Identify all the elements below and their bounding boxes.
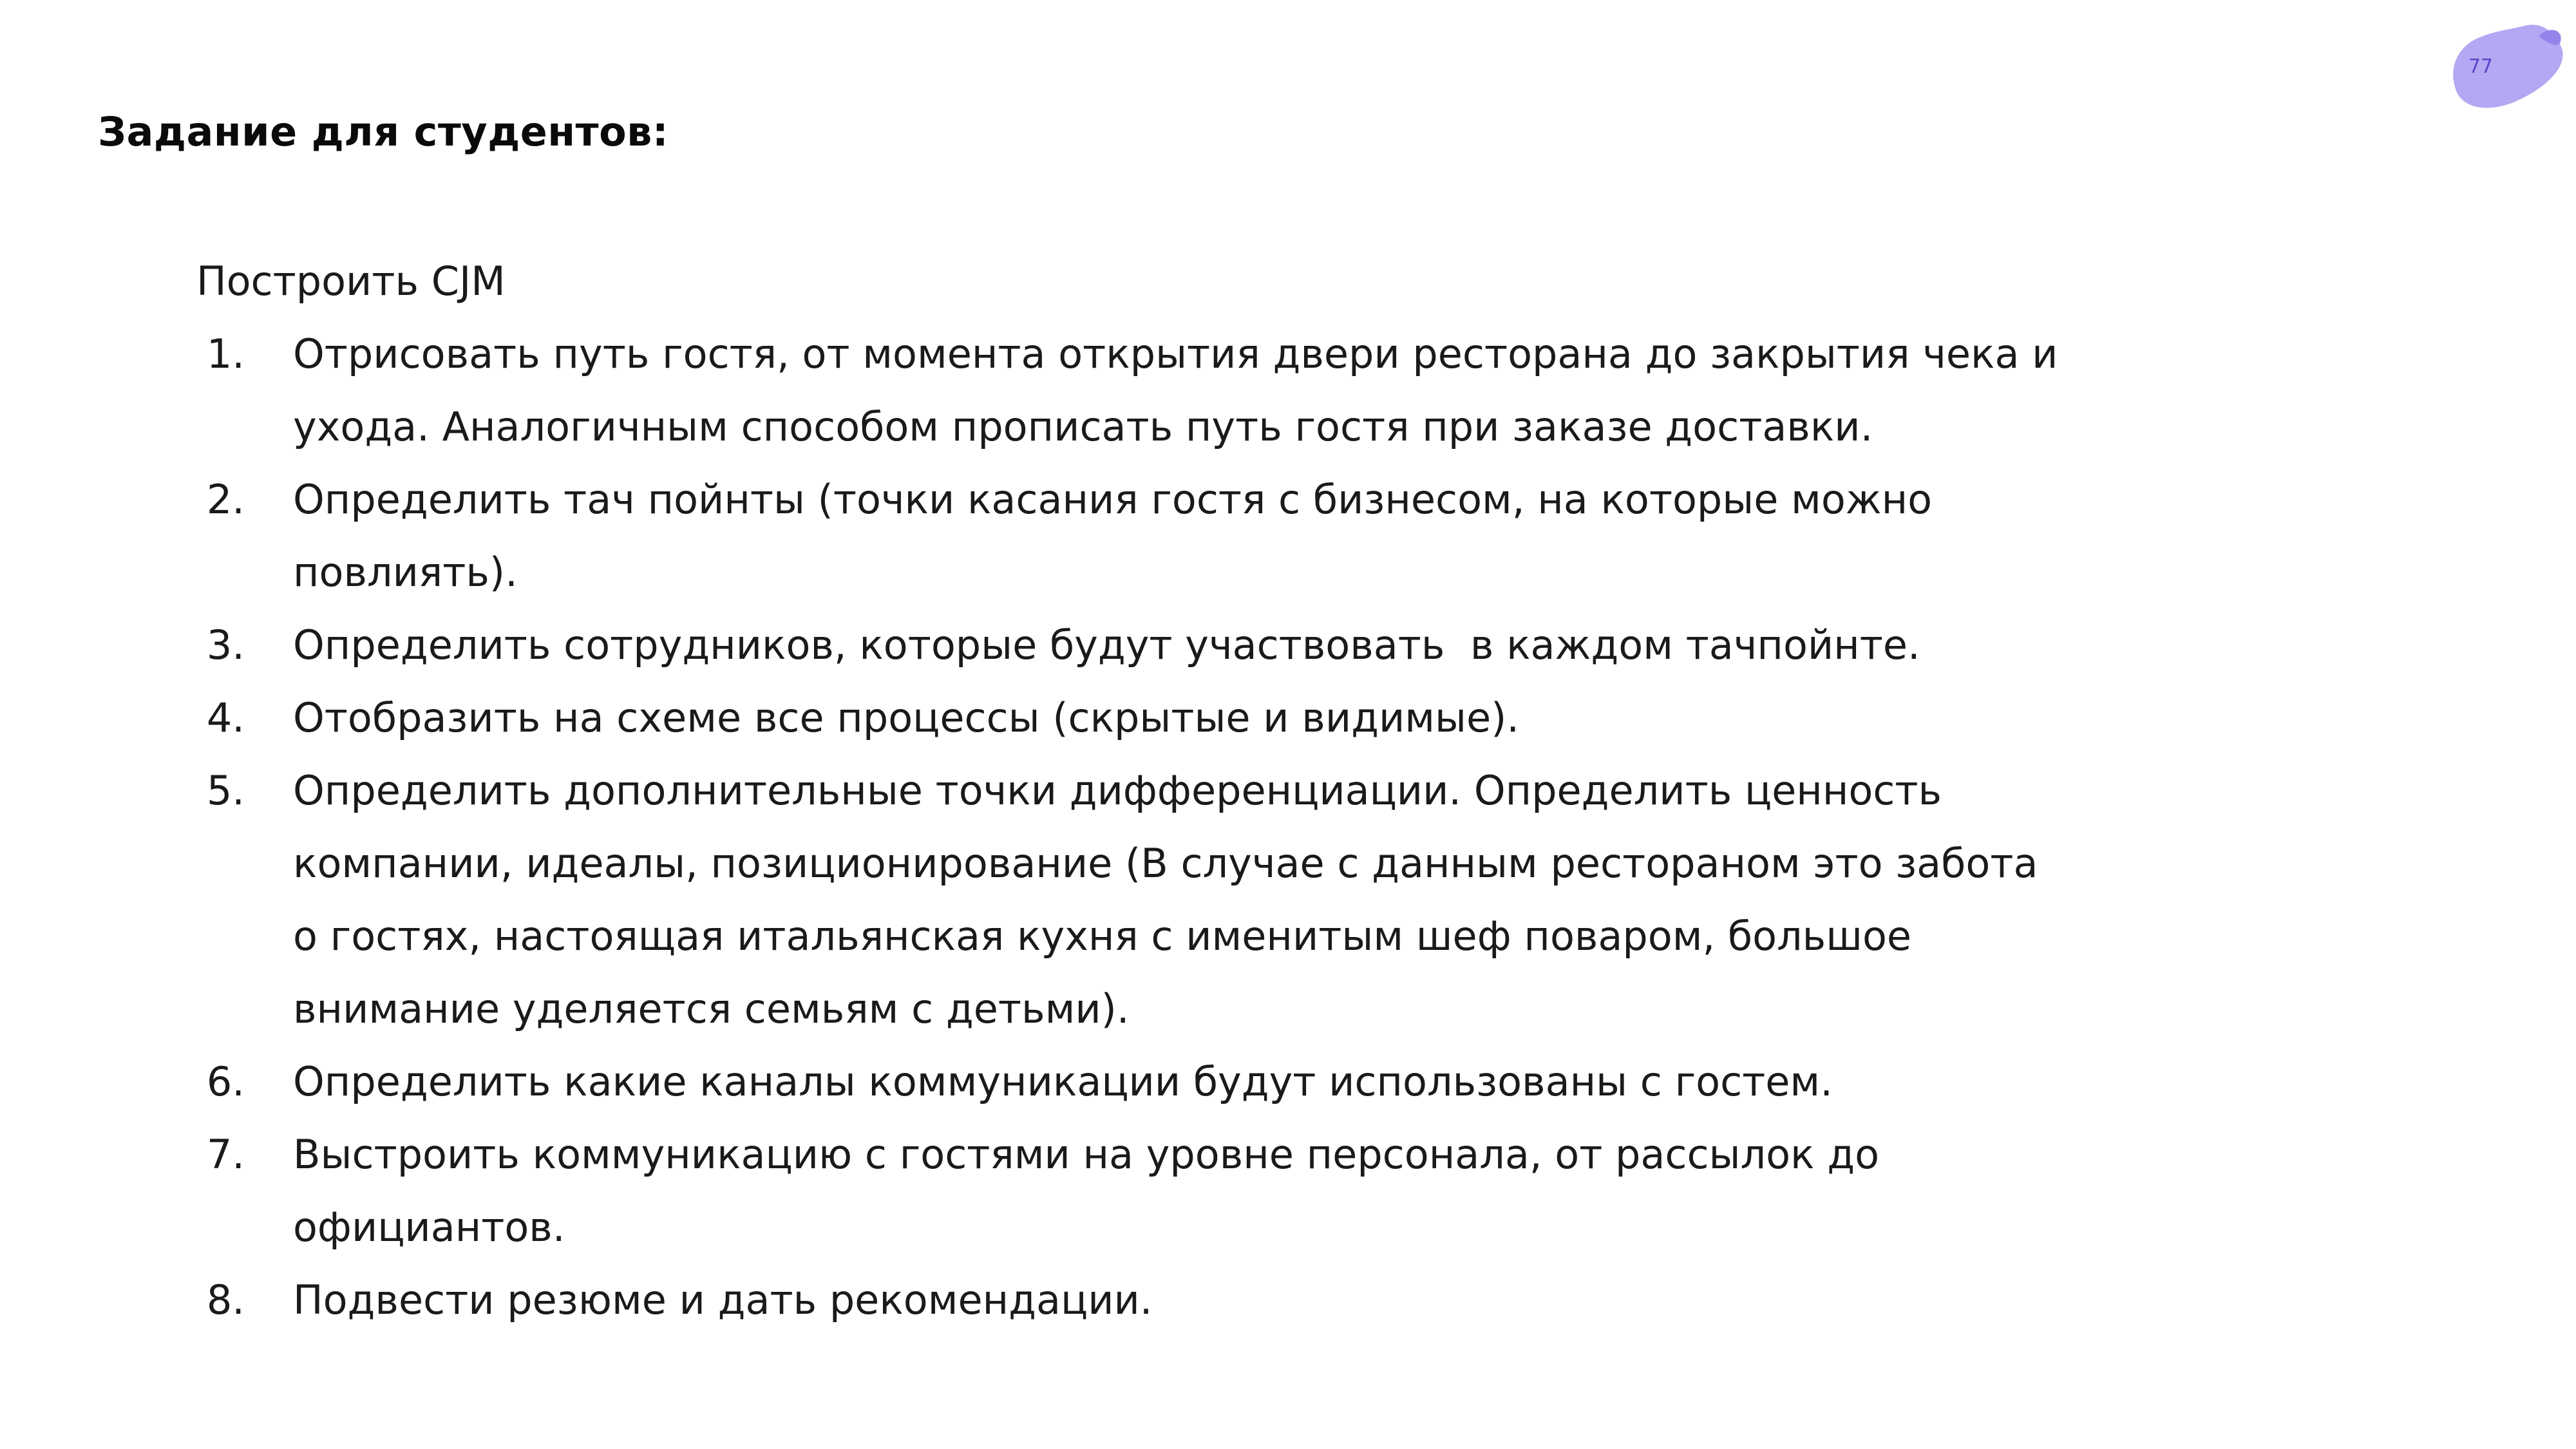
list-item [196,463,2064,609]
list-item-line: внимание уделяется семьям с детьми). [293,985,1130,1032]
list-item-line: официантов. [293,1204,565,1251]
list-item-line: Определить какие каналы коммуникации будут использованы с гостем. [293,1058,1833,1105]
list-item [196,317,2064,463]
list-item-line: Подвести резюме и дать рекомендации. [293,1276,1153,1323]
list-item-line: ухода. Аналогичным способом прописать путь гостя при заказе доставки. [293,403,1873,450]
task-content [196,245,2064,1336]
page-number: 77 [2468,55,2494,78]
list-item-line: Отобразить на схеме все процессы (скрытые и видимые). [293,694,1520,741]
list-item-number: 5. [206,767,245,814]
list-item-line: повлиять). [293,549,518,596]
list-item-line: о гостях, настоящая итальянская кухня с именитым шеф поваром, большое [293,913,1912,960]
list-item [196,754,2064,1045]
list-item-number: 4. [206,694,245,741]
list-item-line: Определить сотрудников, которые будут участвовать в каждом тачпойнте. [293,621,1920,668]
list-item-line: Отрисовать путь гостя, от момента открытия двери ресторана до закрытия чека и [293,330,2058,377]
list-item-line: Выстроить коммуникацию с гостями на уровне персонала, от рассылок до [293,1131,1880,1178]
list-item [196,1045,2064,1118]
page-title: Задание для студентов: [98,108,669,155]
list-item [196,681,2064,754]
list-item-number: 7. [206,1131,245,1178]
list-item [196,609,2064,681]
list-item-line: Определить дополнительные точки дифференциации. Определить ценность [293,767,1942,814]
list-item [196,1264,2064,1336]
list-item-number: 1. [206,330,245,377]
task-subtitle: Построить CJM [196,258,506,305]
list-item [196,1118,2064,1264]
list-item-number: 2. [206,476,245,523]
task-list [196,317,2064,1336]
list-item-line: Определить тач пойнты (точки касания гостя с бизнесом, на которые можно [293,476,1933,523]
list-item-number: 3. [206,621,245,668]
list-item-line: компании, идеалы, позиционирование (В случае с данным рестораном это забота [293,840,2038,887]
list-item-number: 8. [206,1276,245,1323]
list-item-number: 6. [206,1058,245,1105]
